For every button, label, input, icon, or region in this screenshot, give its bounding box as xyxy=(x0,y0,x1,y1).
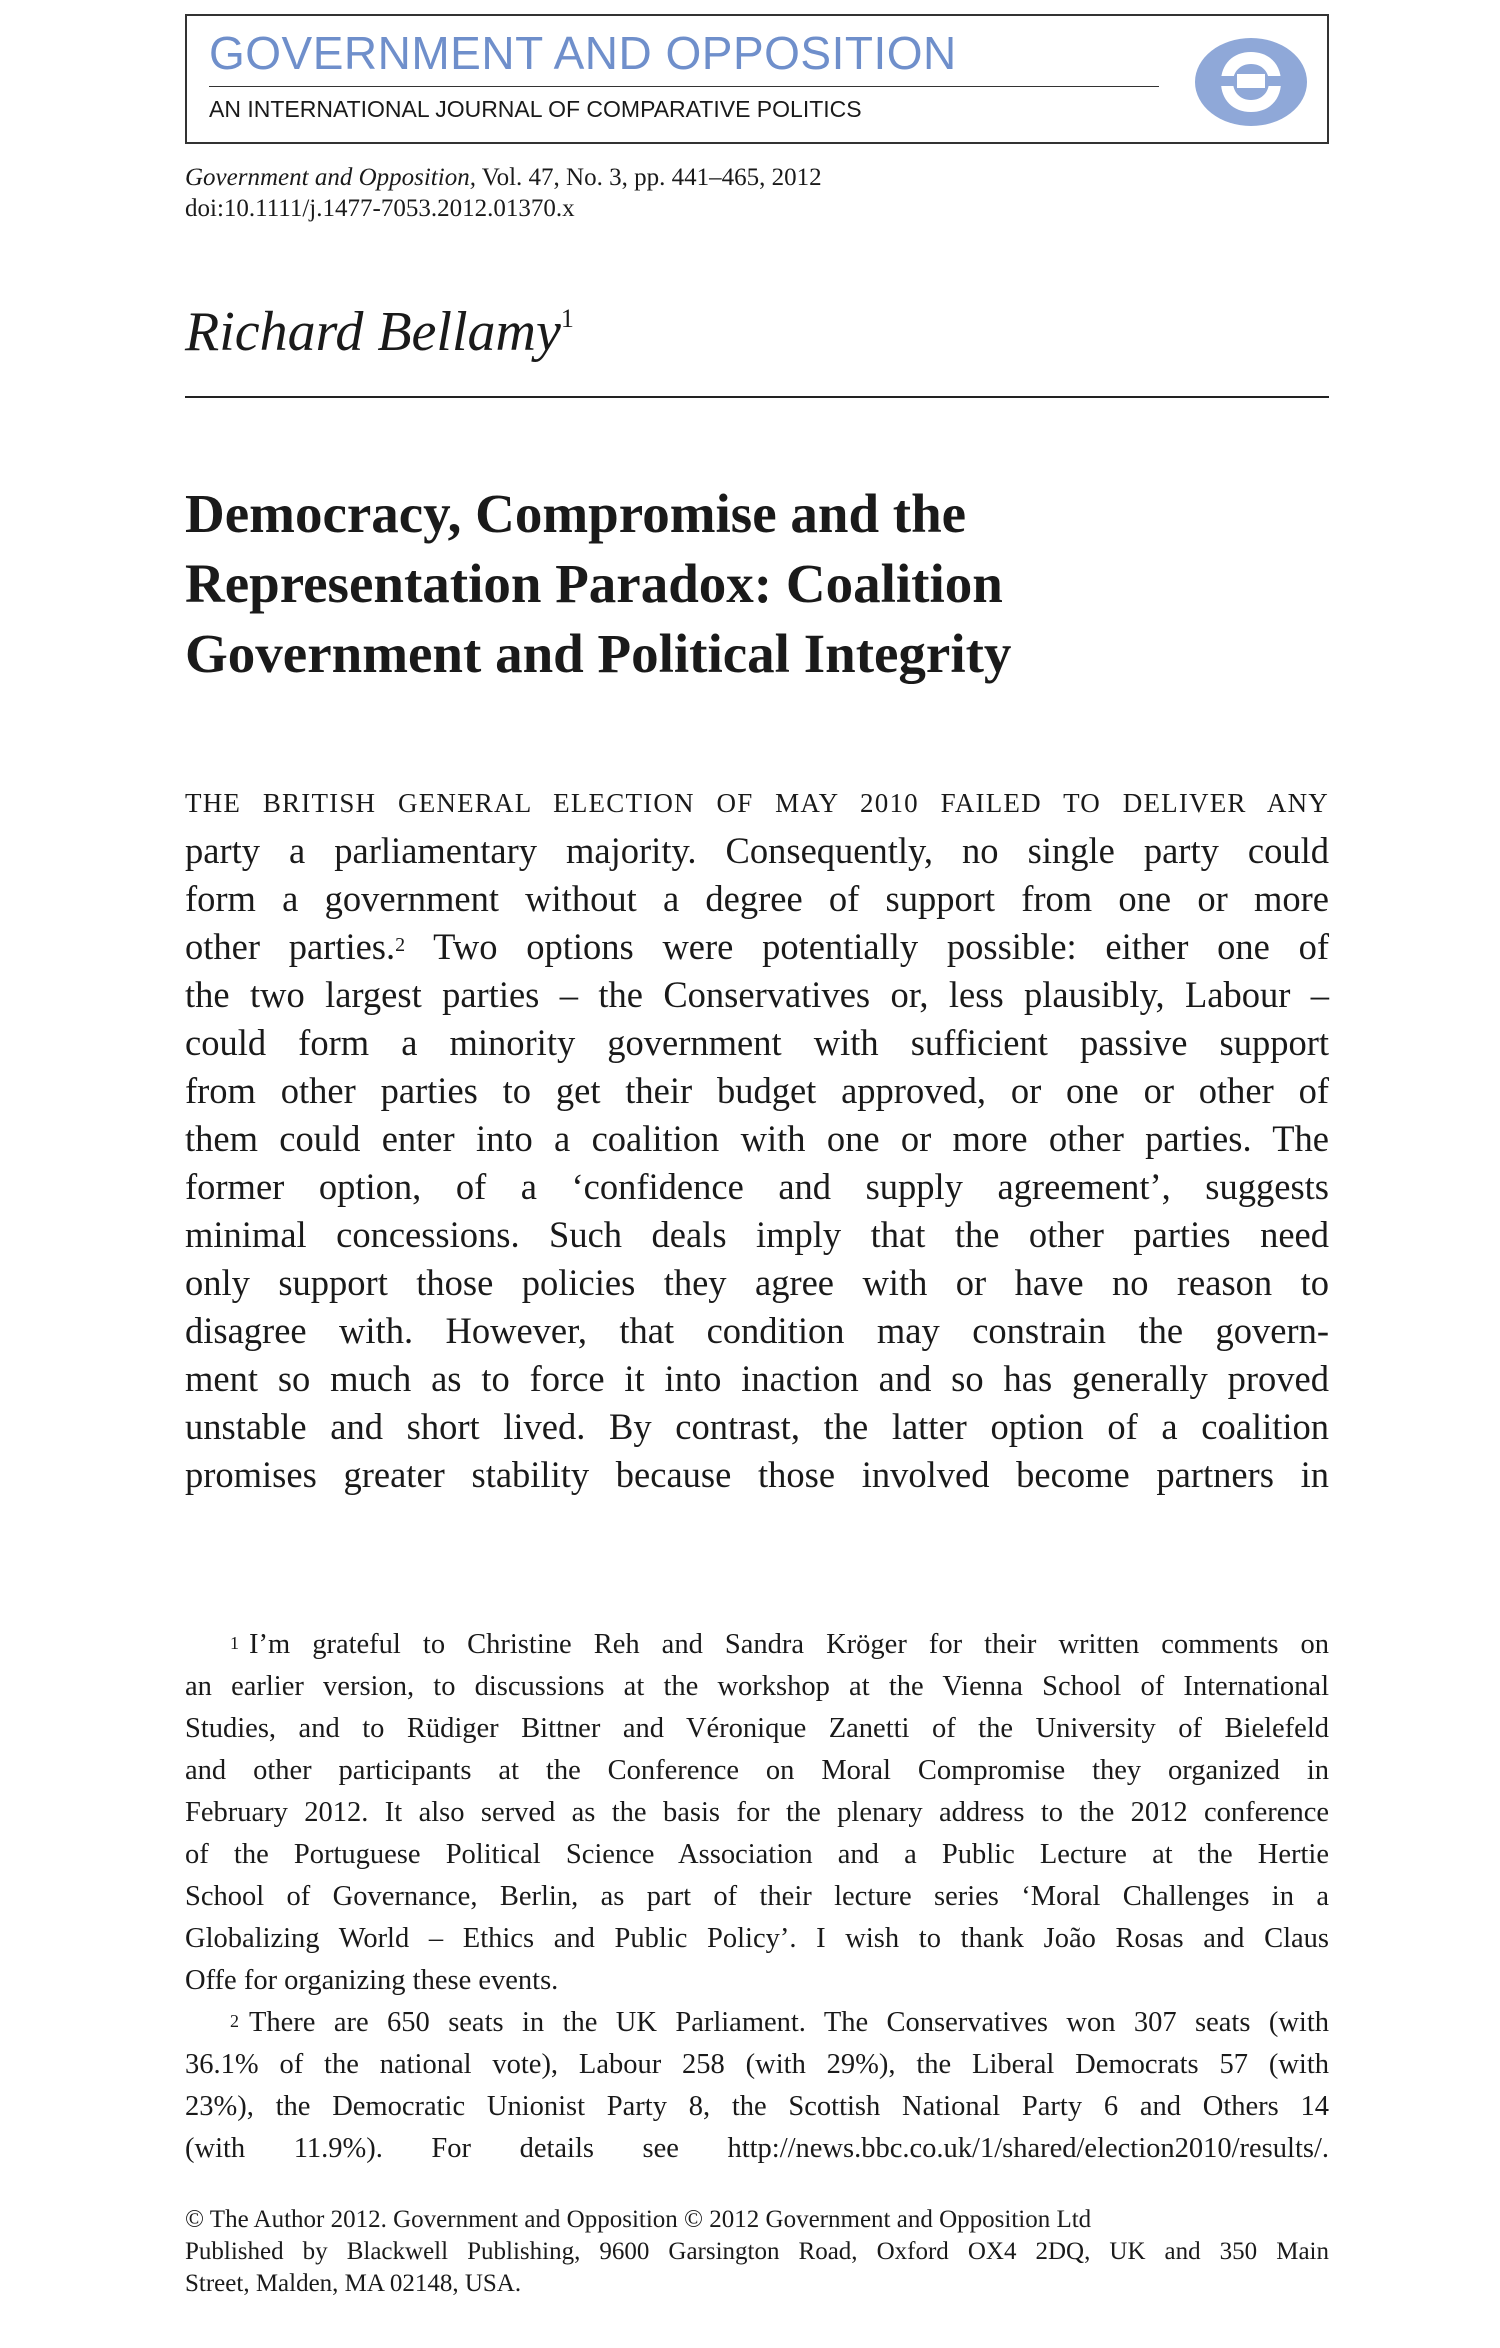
footnote-text: There are 650 seats in the UK Parliament. The Conservatives won 307 seats (with xyxy=(249,2007,1329,2038)
footnote-1-number: 1 xyxy=(230,1633,239,1653)
footnote-1-line: School of Governance, Berlin, as part of their lecture series ‘Moral Challenges in a xyxy=(185,1881,1329,1912)
body-line: former option, of a ‘confidence and supply agreement’, suggests xyxy=(185,1166,1329,1207)
body-line: could form a minority government with sufficient passive support xyxy=(185,1022,1329,1063)
article-title xyxy=(185,479,1329,689)
copyright-line: © The Author 2012. Government and Opposition © 2012 Government and Opposition Ltd xyxy=(185,2206,1092,2233)
journal-subtitle: AN INTERNATIONAL JOURNAL OF COMPARATIVE POLITICS xyxy=(209,96,862,122)
footnote-1-line: an earlier version, to discussions at the workshop at the Vienna School of International xyxy=(185,1671,1329,1702)
body-line: THE BRITISH GENERAL ELECTION OF MAY 2010 FAILED TO DELIVER ANY xyxy=(185,788,1329,818)
footnote-mark-2: 2 xyxy=(395,934,406,956)
banner-divider xyxy=(209,86,1159,87)
citation-block xyxy=(185,162,822,224)
citation-line xyxy=(185,162,822,193)
go-globe-logo-icon xyxy=(1193,36,1309,128)
body-line: disagree with. However, that condition may constrain the govern- xyxy=(185,1310,1329,1351)
title-line: Government and Political Integrity xyxy=(185,623,1012,684)
volume-details: Vol. 47, No. 3, pp. 441–465, 2012 xyxy=(475,164,822,191)
footnote-2-line: 23%), the Democratic Unionist Party 8, the Scottish National Party 6 and Others 14 xyxy=(185,2091,1329,2122)
body-line: only support those policies they agree with or have no reason to xyxy=(185,1262,1329,1303)
copyright-block xyxy=(185,2204,1329,2300)
author-name xyxy=(185,301,574,363)
footnote-2-number: 2 xyxy=(230,2011,239,2031)
body-line: form a government without a degree of support from one or more xyxy=(185,878,1329,919)
publisher-address-line: Street, Malden, MA 02148, USA. xyxy=(185,2270,522,2297)
author-footnote-mark: 1 xyxy=(560,304,574,333)
footnotes xyxy=(185,1624,1329,2170)
body-line: ment so much as to force it into inaction and so has generally proved xyxy=(185,1358,1329,1399)
body-line: them could enter into a coalition with one or more other parties. The xyxy=(185,1118,1329,1159)
footnote-1-line: Offe for organizing these events. xyxy=(185,1965,559,1996)
body-line-part: Two options were potentially possible: either one of xyxy=(405,926,1329,967)
body-line: the two largest parties – the Conservatives or, less plausibly, Labour – xyxy=(185,974,1329,1015)
footnote-1-line xyxy=(185,1624,1329,1666)
journal-title: GOVERNMENT AND OPPOSITION xyxy=(209,27,957,79)
footnote-1-line: of the Portuguese Political Science Association and a Public Lecture at the Hertie xyxy=(185,1839,1329,1870)
title-line: Representation Paradox: Coalition xyxy=(185,553,1003,614)
title-line: Democracy, Compromise and the xyxy=(185,483,967,544)
body-line xyxy=(185,923,1329,971)
body-paragraph xyxy=(185,779,1329,1499)
doi: doi:10.1111/j.1477-7053.2012.01370.x xyxy=(185,195,575,222)
author-name-text: Richard Bellamy xyxy=(185,301,561,363)
footnote-2-line: 36.1% of the national vote), Labour 258 (with 29%), the Liberal Democrats 57 (with xyxy=(185,2049,1329,2080)
journal-name: Government and Opposition, xyxy=(185,164,476,191)
author-divider xyxy=(185,396,1329,398)
footnote-1-line: and other participants at the Conference on Moral Compromise they organized in xyxy=(185,1755,1329,1786)
footnote-1-line: February 2012. It also served as the basis for the plenary address to the 2012 conference xyxy=(185,1797,1329,1828)
body-line-part: other parties. xyxy=(185,926,396,967)
body-line: party a parliamentary majority. Consequently, no single party could xyxy=(185,830,1329,871)
footnote-1-line: Globalizing World – Ethics and Public Policy’. I wish to thank João Rosas and Claus xyxy=(185,1923,1329,1954)
footnote-2-line: (with 11.9%). For details see http://news.bbc.co.uk/1/shared/election2010/results/. xyxy=(185,2133,1329,2164)
footnote-text: I’m grateful to Christine Reh and Sandra Kröger for their written comments on xyxy=(249,1629,1329,1660)
body-line: from other parties to get their budget approved, or one or other of xyxy=(185,1070,1329,1111)
body-line: promises greater stability because those involved become partners in xyxy=(185,1454,1329,1495)
body-line: unstable and short lived. By contrast, the latter option of a coalition xyxy=(185,1406,1329,1447)
body-line: minimal concessions. Such deals imply that the other parties need xyxy=(185,1214,1329,1255)
footnote-2-line xyxy=(185,2002,1329,2044)
article-page xyxy=(185,14,1329,2297)
journal-banner xyxy=(185,14,1329,144)
publisher-line: Published by Blackwell Publishing, 9600 Garsington Road, Oxford OX4 2DQ, UK and 350 Main xyxy=(185,2238,1329,2265)
footnote-1-line: Studies, and to Rüdiger Bittner and Véronique Zanetti of the University of Bielefeld xyxy=(185,1713,1329,1744)
